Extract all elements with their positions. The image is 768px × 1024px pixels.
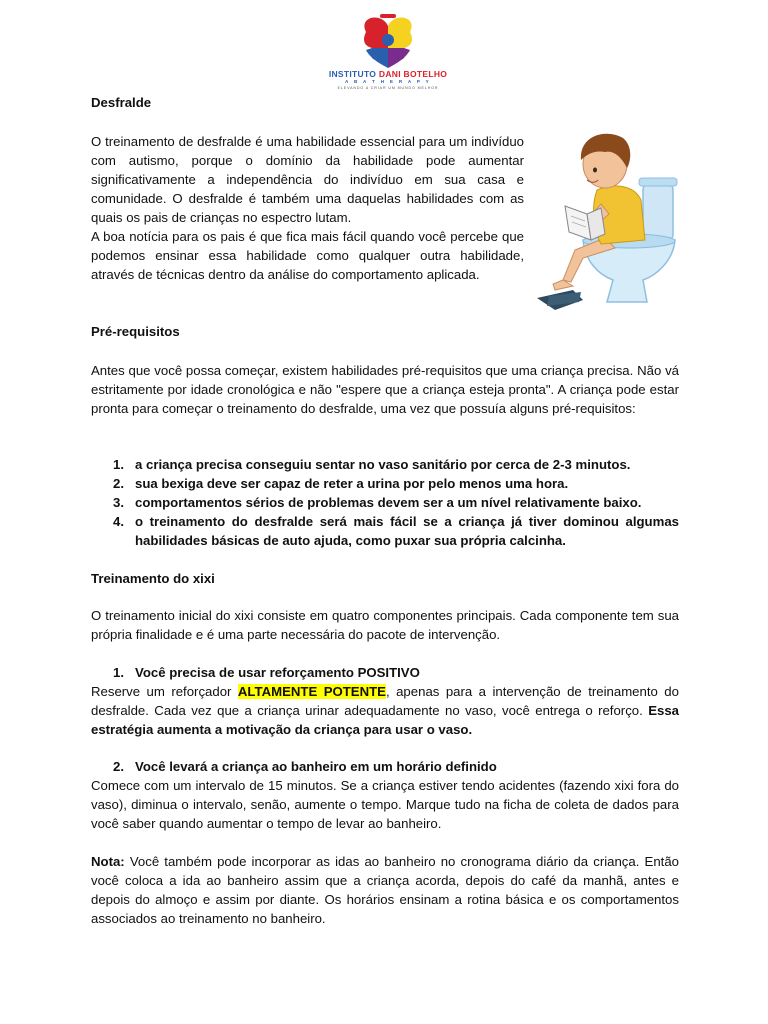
section-title-xixi: Treinamento do xixi: [91, 571, 215, 586]
step-1-title: 1. Você precisa de usar reforçamento POSITIVO: [113, 665, 420, 680]
puzzle-logo-icon: [326, 12, 450, 70]
note-label: Nota:: [91, 854, 125, 869]
note-paragraph: [91, 852, 679, 928]
boy-on-toilet-illustration: [535, 120, 678, 315]
intro-paragraph-2: A boa notícia para os pais é que fica mais fácil quando você percebe que podemos ensinar essa habilidade como qualquer outra habilidade, através de técnicas dentro da análise do comportamento aplicada.: [91, 229, 524, 282]
xixi-text: O treinamento inicial do xixi consiste em quatro componentes principais. Cada componente tem sua própria finalidade e é uma parte necessária do pacote de intervenção.: [91, 608, 679, 642]
logo-subtitle: A B A T H E R A P Y: [344, 79, 432, 84]
step-1-emphasis: Essa estratégia aumenta a motivação da criança para usar o vaso.: [91, 703, 680, 737]
boy-on-toilet-reading-icon: [535, 120, 678, 315]
prerequisitos-text: Antes que você possa começar, existem habilidades pré-requisitos que uma criança precisa. Não vá estritamente por idade cronológica e não "espere que a criança esteja pronta". A criança pode estar pronta para começar o treinamento do desfralde, uma vez que possuía alguns pré-requisitos:: [91, 363, 679, 416]
step-1-body: Reserve um reforçador ALTAMENTE POTENTE, apenas para a intervenção de treinamento do desfralde. Cada vez que a criança urinar adequadamente no vaso, você entrega o reforço. Essa estratégia aumenta a motivação da criança para usar o vaso.: [91, 684, 680, 737]
logo-tagline: ELEVANDO A CRIAR UM MUNDO MELHOR: [337, 86, 439, 90]
section-title-desfralde: Desfralde: [91, 95, 152, 110]
prerequisitos-list: [91, 455, 679, 550]
logo-title: INSTITUTO DANI BOTELHO: [328, 69, 448, 79]
institute-logo: [326, 12, 450, 92]
list-item: 1. a criança precisa conseguiu sentar no vaso sanitário por cerca de 2-3 minutos.: [113, 457, 631, 472]
intro-paragraph-1: O treinamento de desfralde é uma habilidade essencial para um indivíduo com autismo, porque o domínio da habilidade pode aumentar significativamente a independência do indivíduo em sua casa e comunidade. O desfralde é também uma daquelas habilidades com as quais os pais de crianças no espectro lutam.: [91, 134, 524, 225]
step-2-text: Comece com um intervalo de 15 minutos. Se a criança estiver tendo acidentes (fazendo xixi fora do vaso), diminua o intervalo, senão, aumente o tempo. Marque tudo na ficha de coleta de dados para você saber quando aumentar o tempo de levar ao banheiro.: [91, 778, 679, 831]
step-2-body: [91, 776, 679, 833]
step-2-title: 2. Você levará a criança ao banheiro em um horário definido: [113, 759, 497, 774]
section-title-prerequisitos: Pré-requisitos: [91, 324, 180, 339]
prerequisitos-paragraph: [91, 361, 679, 418]
list-item: 4. o treinamento do desfralde será mais fácil se a criança já tiver dominou algumas habilidades básicas de auto ajuda, como puxar sua própria calcinha.: [113, 514, 679, 548]
list-item: 3. comportamentos sérios de problemas devem ser a um nível relativamente baixo.: [113, 495, 642, 510]
xixi-paragraph: [91, 606, 679, 644]
list-item: 2. sua bexiga deve ser capaz de reter a urina por pelo menos uma hora.: [113, 476, 569, 491]
highlighted-text: ALTAMENTE POTENTE: [237, 684, 386, 699]
note-text: Você também pode incorporar as idas ao banheiro no cronograma diário da criança. Então você coloca a ida ao banheiro assim que a criança acorda, depois do café da manhã, antes e depois do almoço e assim por diante. Os horários ensinam a rotina básica e os comportamentos associados ao treinamento no banheiro.: [91, 854, 679, 926]
intro-text: [91, 132, 524, 284]
